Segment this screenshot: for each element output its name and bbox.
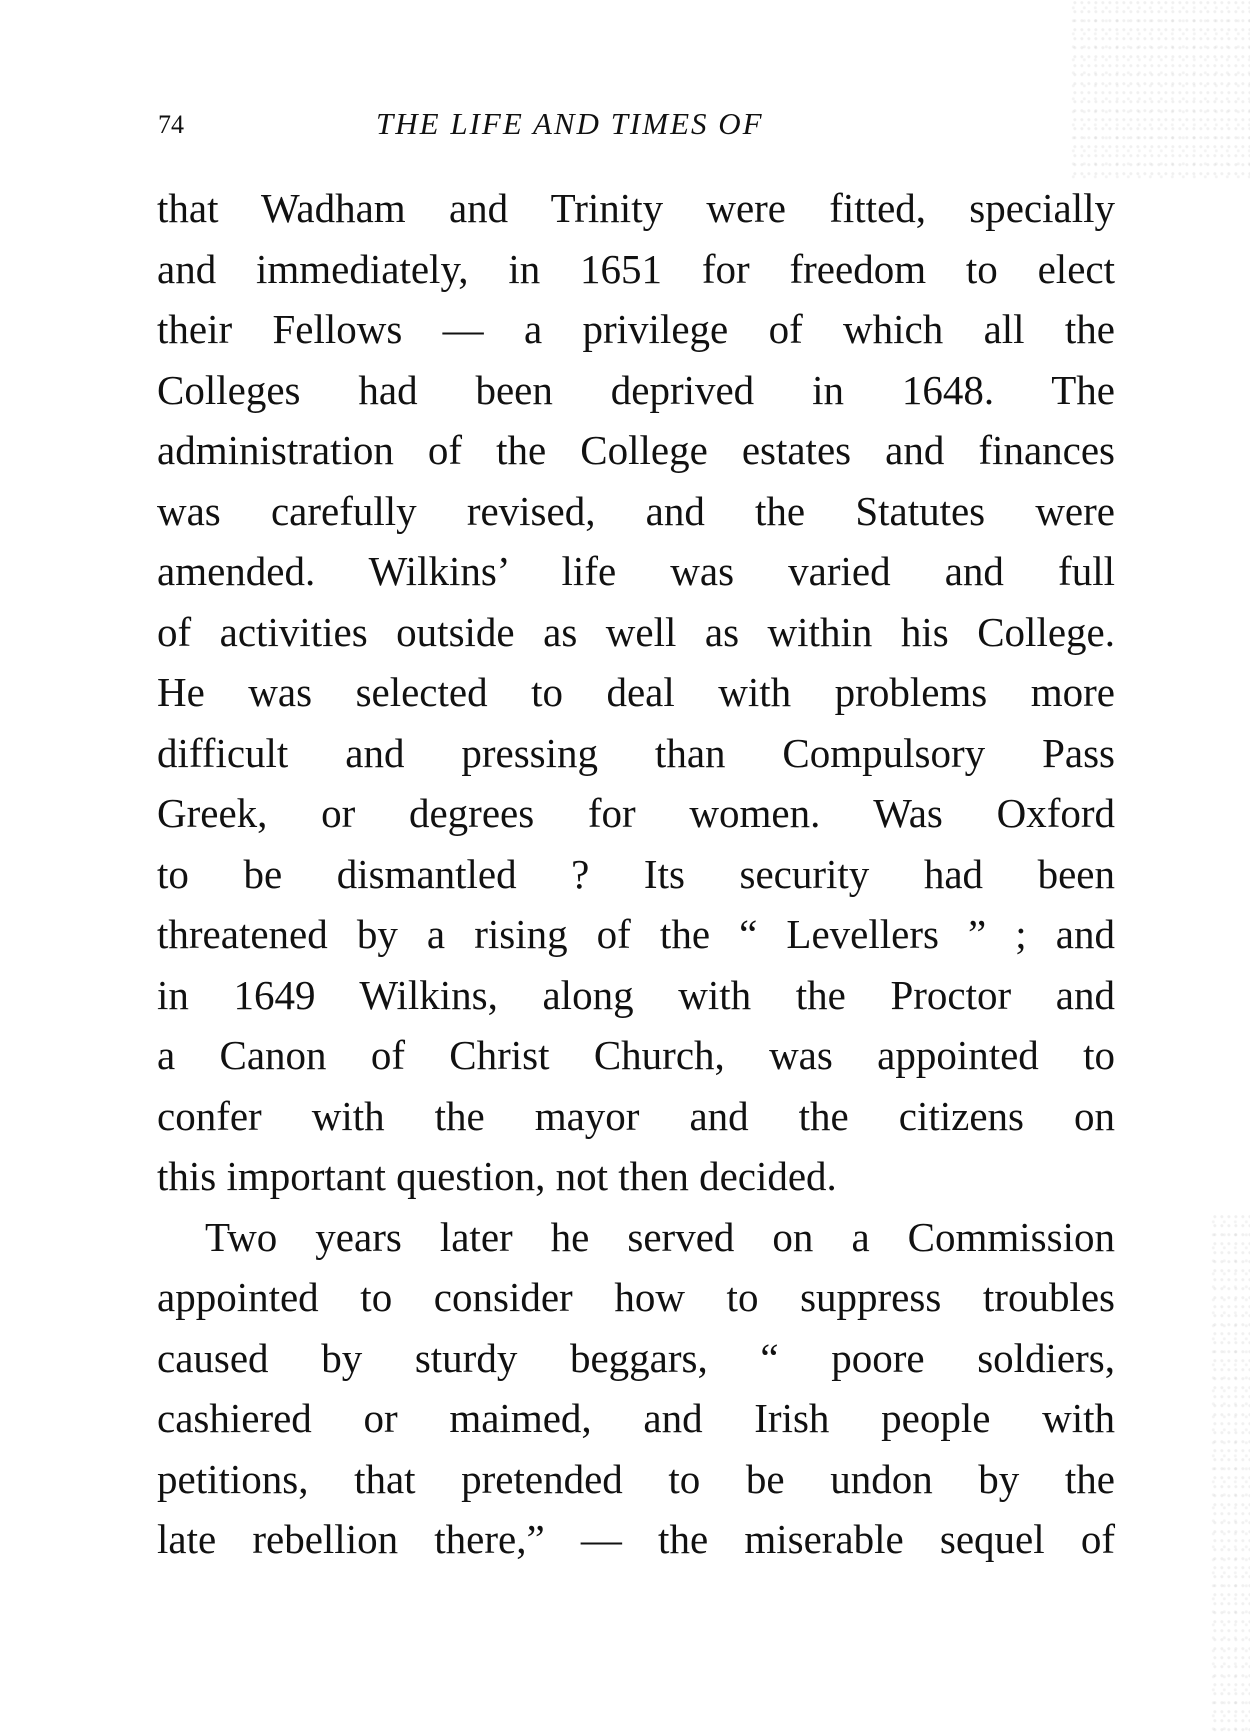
running-header: [158, 106, 1118, 146]
page-number: 74: [158, 110, 184, 139]
page-edge-texture-top: [1070, 0, 1250, 180]
text-line: in 1649 Wilkins, along with the Proctor and: [157, 971, 1115, 1018]
text-line: their Fellows — a privilege of which all the: [157, 306, 1115, 352]
text-line: was carefully revised, and the Statutes were: [157, 487, 1115, 534]
text-line: and immediately, in 1651 for freedom to elect: [157, 245, 1115, 292]
text-line: confer with the mayor and the citizens on: [157, 1092, 1115, 1139]
text-line: He was selected to deal with problems more: [157, 669, 1115, 715]
page-edge-texture-bottom: [1210, 1214, 1250, 1734]
text-line: threatened by a rising of the “ Levellers ” ; and: [157, 911, 1115, 957]
text-line: this important question, not then decided.: [157, 1153, 837, 1199]
text-line: petitions, that pretended to be undon by the: [157, 1455, 1115, 1502]
text-line: a Canon of Christ Church, was appointed to: [157, 1032, 1115, 1078]
text-line: appointed to consider how to suppress troubles: [157, 1274, 1115, 1320]
text-line: of activities outside as well as within his College.: [157, 608, 1115, 655]
text-line-paragraph-start: Two years later he served on a Commission: [205, 1213, 1115, 1260]
text-line: caused by sturdy beggars, “ poore soldiers,: [157, 1334, 1115, 1381]
text-line: amended. Wilkins’ life was varied and full: [157, 548, 1115, 594]
text-line: late rebellion there,” — the miserable sequel of: [157, 1516, 1115, 1562]
text-line: cashiered or maimed, and Irish people with: [157, 1395, 1115, 1441]
text-line: that Wadham and Trinity were fitted, specially: [157, 185, 1115, 231]
running-title: THE LIFE AND TIMES OF: [376, 106, 764, 141]
text-line: difficult and pressing than Compulsory Pass: [157, 729, 1115, 776]
text-line: Greek, or degrees for women. Was Oxford: [157, 790, 1115, 836]
text-line: administration of the College estates and finances: [157, 427, 1115, 473]
body-text: [157, 178, 1115, 1570]
text-line: Colleges had been deprived in 1648. The: [157, 366, 1115, 413]
text-line: to be dismantled ? Its security had been: [157, 850, 1115, 897]
